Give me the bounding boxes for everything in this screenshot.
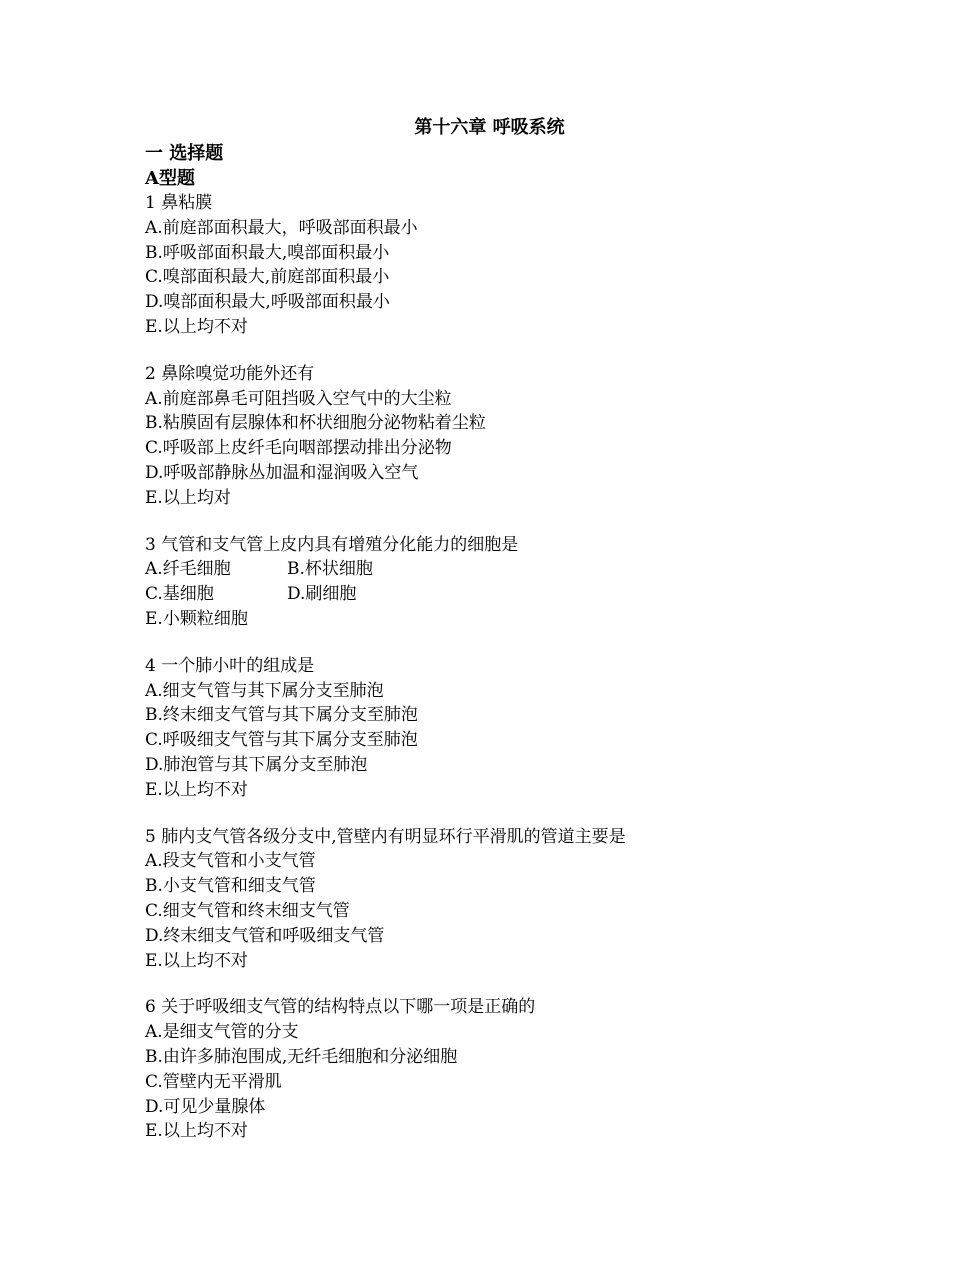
- option-c: C.管壁内无平滑肌: [145, 1071, 282, 1092]
- option-d: D.刷细胞: [287, 584, 357, 605]
- question-5: [145, 825, 845, 974]
- question-stem: 3 气管和支气管上皮内具有增殖分化能力的细胞是: [145, 534, 519, 555]
- option-b: B.终末细支气管与其下属分支至肺泡: [145, 705, 418, 726]
- question-6: [145, 995, 845, 1144]
- option-c: C.呼吸细支气管与其下属分支至肺泡: [145, 730, 418, 751]
- option-row: [145, 557, 845, 582]
- document-content: [145, 141, 845, 1166]
- option-b: B.小支气管和细支气管: [145, 876, 316, 897]
- option-b: B.粘膜固有层腺体和杯状细胞分泌物粘着尘粒: [145, 413, 486, 434]
- question-stem: 2 鼻除嗅觉功能外还有: [145, 363, 315, 384]
- option-d: D.肺泡管与其下属分支至肺泡: [145, 754, 368, 775]
- question-stem: 6 关于呼吸细支气管的结构特点以下哪一项是正确的: [145, 997, 536, 1018]
- question-2: [145, 362, 845, 511]
- option-e: E.小颗粒细胞: [145, 608, 248, 629]
- option-c: C.细支气管和终末细支气管: [145, 900, 350, 921]
- option-d: D.嗅部面积最大,呼吸部面积最小: [145, 292, 390, 313]
- option-d: D.终末细支气管和呼吸细支气管: [145, 925, 385, 946]
- option-a: A.细支气管与其下属分支至肺泡: [145, 680, 384, 701]
- option-b: B.呼吸部面积最大,嗅部面积最小: [145, 242, 390, 263]
- subsection-heading: A型题: [145, 168, 195, 189]
- question-3: [145, 533, 845, 632]
- section-heading: 一 选择题: [145, 143, 224, 164]
- option-row: [145, 582, 845, 607]
- question-stem: 4 一个肺小叶的组成是: [145, 655, 315, 676]
- option-e: E.以上均对: [145, 487, 231, 508]
- option-c: C.基细胞: [145, 584, 214, 605]
- option-c: C.嗅部面积最大,前庭部面积最小: [145, 267, 390, 288]
- option-e: E.以上均不对: [145, 950, 248, 971]
- option-e: E.以上均不对: [145, 779, 248, 800]
- option-d: D.可见少量腺体: [145, 1096, 266, 1117]
- question-stem: 1 鼻粘膜: [145, 193, 213, 213]
- chapter-title: 第十六章 呼吸系统: [414, 117, 565, 138]
- option-a: A.是细支气管的分支: [145, 1022, 299, 1043]
- option-b: B.杯状细胞: [287, 559, 373, 580]
- option-e: E.以上均不对: [145, 1121, 248, 1142]
- option-e: E.以上均不对: [145, 316, 248, 337]
- option-a: A.纤毛细胞: [145, 559, 231, 580]
- option-c: C.呼吸部上皮纤毛向咽部摆动排出分泌物: [145, 438, 452, 459]
- option-a: A.前庭部面积最大，呼吸部面积最小: [145, 217, 418, 238]
- option-b: B.由许多肺泡围成,无纤毛细胞和分泌细胞: [145, 1046, 458, 1067]
- option-d: D.呼吸部静脉丛加温和湿润吸入空气: [145, 462, 419, 483]
- question-stem: 5 肺内支气管各级分支中,管壁内有明显环行平滑肌的管道主要是: [145, 826, 626, 847]
- question-4: [145, 654, 845, 803]
- question-1: [145, 191, 845, 340]
- option-a: A.段支气管和小支气管: [145, 851, 316, 872]
- option-a: A.前庭部鼻毛可阻挡吸入空气中的大尘粒: [145, 388, 452, 409]
